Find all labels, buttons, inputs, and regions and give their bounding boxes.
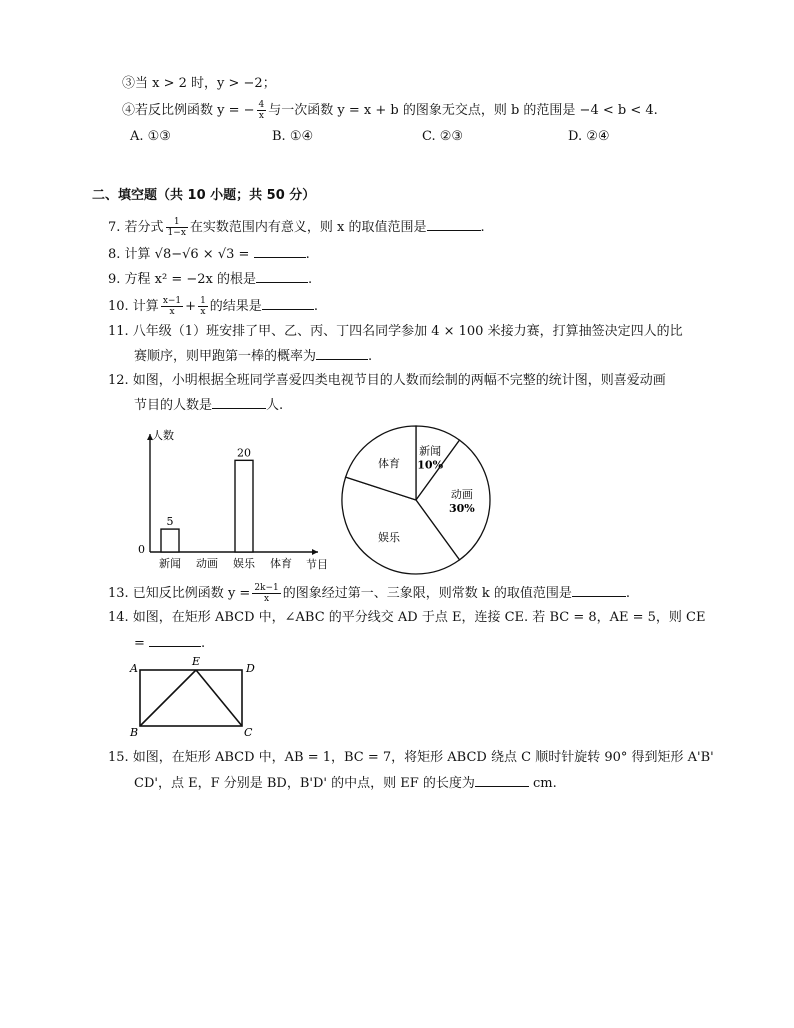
q13-fraction [252, 583, 280, 604]
q10-text-b: 的结果是 [209, 299, 262, 314]
origin-label: 0 [138, 543, 145, 556]
label-a: A [130, 662, 138, 675]
q10-text-a: 10. 计算 [108, 299, 159, 314]
answer-blank[interactable] [254, 243, 306, 258]
fraction-numerator: 1 [200, 296, 206, 306]
pie-slice-percent: 10% [417, 458, 444, 472]
fraction-denominator: x [258, 111, 264, 121]
option-a: A. ①③ [130, 129, 171, 144]
answer-blank[interactable] [427, 216, 481, 231]
q11-text-c: . [368, 349, 373, 364]
answer-blank[interactable] [316, 345, 368, 360]
label-e: E [192, 655, 201, 668]
q9-text-a: 9. 方程 x² = −2x 的根是 [108, 272, 256, 287]
pie-chart-marks [342, 426, 490, 574]
option-d: D. ②④ [568, 129, 610, 144]
pie-slice-label: 体育 [378, 456, 401, 470]
pie-slice-percent: 30% [448, 502, 475, 515]
q12-text-c: 人. [266, 398, 284, 413]
fraction-denominator: x [200, 307, 206, 317]
q10-text-c: . [313, 299, 318, 314]
q15-text-a: CD'，点 E，F 分别是 BD，B'D' 的中点，则 EF 的长度为 [134, 776, 475, 791]
prev-item-4-fraction [257, 100, 267, 121]
question-9 [108, 268, 312, 290]
q12-text-a: 节目的人数是 [134, 398, 213, 413]
label-d: D [246, 662, 255, 675]
q9-text-c: . [308, 272, 313, 287]
q10-fraction-2 [198, 296, 208, 317]
answer-blank[interactable] [149, 632, 201, 647]
section-title: 二、填空题（共 10 小题；共 50 分） [92, 188, 316, 203]
fraction-denominator: x [169, 307, 175, 317]
bar [161, 529, 179, 552]
q7-text-b: 在实数范围内有意义，则 x 的取值范围是 [189, 220, 427, 235]
segment-be [140, 670, 196, 726]
question-7 [108, 216, 485, 238]
question-10 [108, 295, 318, 317]
q8-text-c: . [305, 247, 310, 262]
q10-plus: + [185, 299, 197, 314]
q10-fraction-1 [161, 296, 183, 317]
prev-item-4-text-a: ④若反比例函数 y = − [122, 103, 255, 118]
question-14-line-1: 14. 如图，在矩形 ABCD 中，∠ABC 的平分线交 AD 于点 E，连接 CE. 若 BC = 8，AE = 5，则 CE [108, 610, 706, 625]
q7-fraction [166, 217, 188, 238]
label-b: B [130, 726, 139, 739]
fraction-numerator: x−1 [162, 296, 182, 306]
q11-text-a: 赛顺序，则甲跑第一棒的概率为 [134, 349, 317, 364]
label-c: C [244, 726, 253, 739]
fraction-numerator: 1 [166, 217, 188, 228]
question-12-line-1: 12. 如图，小明根据全班同学喜爱四类电视节目的人数而绘制的两幅不完整的统计图，则喜爱动画 [108, 373, 666, 388]
y-axis-label: 人数 [152, 429, 174, 442]
bar-chart [122, 420, 342, 580]
bar-data-label: 5 [166, 515, 174, 529]
prev-item-4 [122, 100, 658, 121]
q13-text-c: . [625, 586, 631, 601]
pie-chart [330, 410, 500, 580]
rectangle-abcd [140, 670, 242, 726]
question-11-line-1: 11. 八年级（1）班安排了甲、乙、丙、丁四名同学参加 4 × 100 米接力赛，打算抽签决定四人的比 [108, 324, 683, 339]
pie-slice-label: 娱乐 [378, 531, 401, 545]
answer-blank[interactable] [262, 295, 314, 310]
q15-text-c: cm. [533, 776, 557, 791]
pie-slice-label: 新闻 [419, 444, 442, 458]
pie-slice-label: 动画 [450, 488, 473, 501]
fraction-numerator: 4 [258, 100, 265, 110]
option-b: B. ①④ [272, 129, 314, 144]
question-14-line-2 [134, 632, 205, 654]
x-tick-label: 体育 [270, 557, 292, 570]
question-11-line-2 [134, 345, 372, 367]
bar [235, 460, 253, 552]
answer-blank[interactable] [212, 394, 266, 409]
rectangle-figure [128, 654, 268, 740]
x-axis-arrow [312, 549, 318, 555]
q8-text-a: 8. 计算 √8−√6 × √3 = [108, 247, 250, 262]
x-axis-label: 节目 [306, 558, 328, 571]
bar-chart-marks [161, 446, 253, 552]
question-13 [108, 582, 630, 604]
answer-blank[interactable] [572, 582, 626, 597]
prev-item-4-text-b: 与一次函数 y = x + b 的图象无交点，则 b 的范围是 −4 < b < 4. [268, 103, 658, 118]
question-8 [108, 243, 310, 265]
q7-text-a: 7. 若分式 [108, 220, 164, 235]
q14-text-c: . [201, 636, 206, 651]
answer-blank[interactable] [256, 268, 308, 283]
fraction-denominator: 1−x [167, 228, 186, 238]
x-tick-label: 娱乐 [233, 557, 255, 570]
segment-ec [196, 670, 242, 726]
question-12-line-2 [134, 394, 283, 416]
q14-text-a: = [134, 636, 145, 651]
question-15-line-2 [134, 772, 557, 794]
prev-item-3: ③当 x > 2 时，y > −2； [122, 76, 276, 91]
option-c: C. ②③ [422, 129, 464, 144]
answer-blank[interactable] [475, 772, 529, 787]
fraction-numerator: 2k−1 [254, 583, 279, 593]
x-tick-label: 动画 [196, 557, 218, 570]
fraction-denominator: x [264, 594, 270, 604]
q13-text-b: 的图象经过第一、三象限，则常数 k 的取值范围是 [282, 586, 572, 601]
q13-text-a: 13. 已知反比例函数 y = [108, 586, 251, 601]
question-15-line-1: 15. 如图，在矩形 ABCD 中，AB = 1，BC = 7，将矩形 ABCD 绕点 C 顺时针旋转 90° 得到矩形 A'B' [108, 750, 714, 765]
bar-data-label: 20 [237, 446, 251, 460]
x-tick-label: 新闻 [159, 557, 181, 570]
q7-text-c: . [480, 220, 485, 235]
